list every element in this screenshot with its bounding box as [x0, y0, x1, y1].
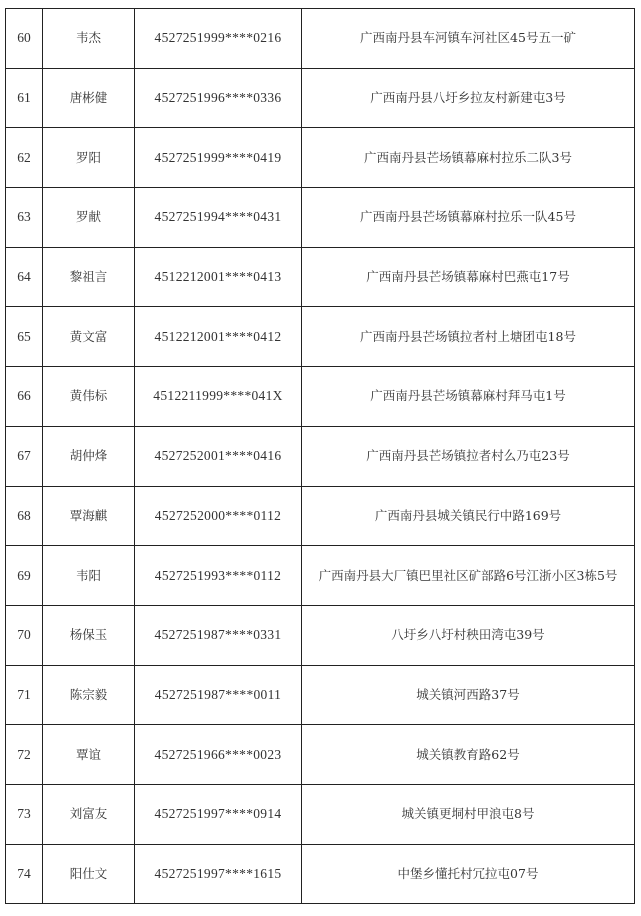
id-number: 4512211999****041X [135, 367, 302, 427]
table-row [6, 725, 635, 785]
id-number: 4527251999****0216 [135, 9, 302, 69]
address: 八圩乡八圩村秧田湾屯39号 [302, 605, 635, 665]
address: 广西南丹县八圩乡拉友村新建屯3号 [302, 68, 635, 128]
row-number: 69 [6, 546, 43, 606]
id-number: 4527251999****0419 [135, 128, 302, 188]
address: 广西南丹县芒场镇幕麻村拉乐一队45号 [302, 188, 635, 248]
address: 广西南丹县芒场镇幕麻村拜马屯1号 [302, 367, 635, 427]
row-number: 65 [6, 307, 43, 367]
row-number: 68 [6, 486, 43, 546]
person-name: 刘富友 [43, 784, 135, 844]
table-row [6, 486, 635, 546]
id-number: 4512212001****0413 [135, 247, 302, 307]
address: 广西南丹县芒场镇拉者村么乃屯23号 [302, 426, 635, 486]
row-number: 63 [6, 188, 43, 248]
id-number: 4527251966****0023 [135, 725, 302, 785]
row-number: 72 [6, 725, 43, 785]
person-name: 罗阳 [43, 128, 135, 188]
person-name: 陈宗毅 [43, 665, 135, 725]
table-row [6, 9, 635, 69]
id-number: 4527251993****0112 [135, 546, 302, 606]
table-row [6, 367, 635, 427]
personnel-table [5, 8, 635, 904]
person-name: 黄伟标 [43, 367, 135, 427]
address: 中堡乡懂托村冗拉屯07号 [302, 844, 635, 904]
person-name: 罗献 [43, 188, 135, 248]
table-row [6, 546, 635, 606]
table-row [6, 605, 635, 665]
table-row [6, 665, 635, 725]
person-name: 唐彬健 [43, 68, 135, 128]
id-number: 4512212001****0412 [135, 307, 302, 367]
person-name: 杨保玉 [43, 605, 135, 665]
id-number: 4527252000****0112 [135, 486, 302, 546]
row-number: 64 [6, 247, 43, 307]
table-row [6, 128, 635, 188]
person-name: 韦杰 [43, 9, 135, 69]
person-name: 覃海麒 [43, 486, 135, 546]
person-name: 阳仕文 [43, 844, 135, 904]
id-number: 4527251996****0336 [135, 68, 302, 128]
person-name: 韦阳 [43, 546, 135, 606]
address: 广西南丹县城关镇民行中路169号 [302, 486, 635, 546]
address: 城关镇河西路37号 [302, 665, 635, 725]
row-number: 66 [6, 367, 43, 427]
address: 广西南丹县芒场镇拉者村上塘团屯18号 [302, 307, 635, 367]
address: 城关镇教育路62号 [302, 725, 635, 785]
row-number: 71 [6, 665, 43, 725]
address: 广西南丹县芒场镇幕麻村巴燕屯17号 [302, 247, 635, 307]
row-number: 60 [6, 9, 43, 69]
table-row [6, 844, 635, 904]
id-number: 4527251997****1615 [135, 844, 302, 904]
address: 城关镇更垌村甲浪屯8号 [302, 784, 635, 844]
row-number: 70 [6, 605, 43, 665]
id-number: 4527251997****0914 [135, 784, 302, 844]
address: 广西南丹县大厂镇巴里社区矿部路6号江浙小区3栋5号 [302, 546, 635, 606]
row-number: 73 [6, 784, 43, 844]
person-name: 黄文富 [43, 307, 135, 367]
row-number: 67 [6, 426, 43, 486]
address: 广西南丹县芒场镇幕麻村拉乐二队3号 [302, 128, 635, 188]
table-row [6, 784, 635, 844]
id-number: 4527252001****0416 [135, 426, 302, 486]
address: 广西南丹县车河镇车河社区45号五一矿 [302, 9, 635, 69]
table-body [6, 9, 635, 904]
person-name: 黎祖言 [43, 247, 135, 307]
table-row [6, 188, 635, 248]
person-name: 覃谊 [43, 725, 135, 785]
row-number: 61 [6, 68, 43, 128]
table-row [6, 307, 635, 367]
table-row [6, 426, 635, 486]
id-number: 4527251987****0011 [135, 665, 302, 725]
row-number: 62 [6, 128, 43, 188]
row-number: 74 [6, 844, 43, 904]
id-number: 4527251994****0431 [135, 188, 302, 248]
table-row [6, 247, 635, 307]
table-row [6, 68, 635, 128]
id-number: 4527251987****0331 [135, 605, 302, 665]
person-name: 胡仲烽 [43, 426, 135, 486]
